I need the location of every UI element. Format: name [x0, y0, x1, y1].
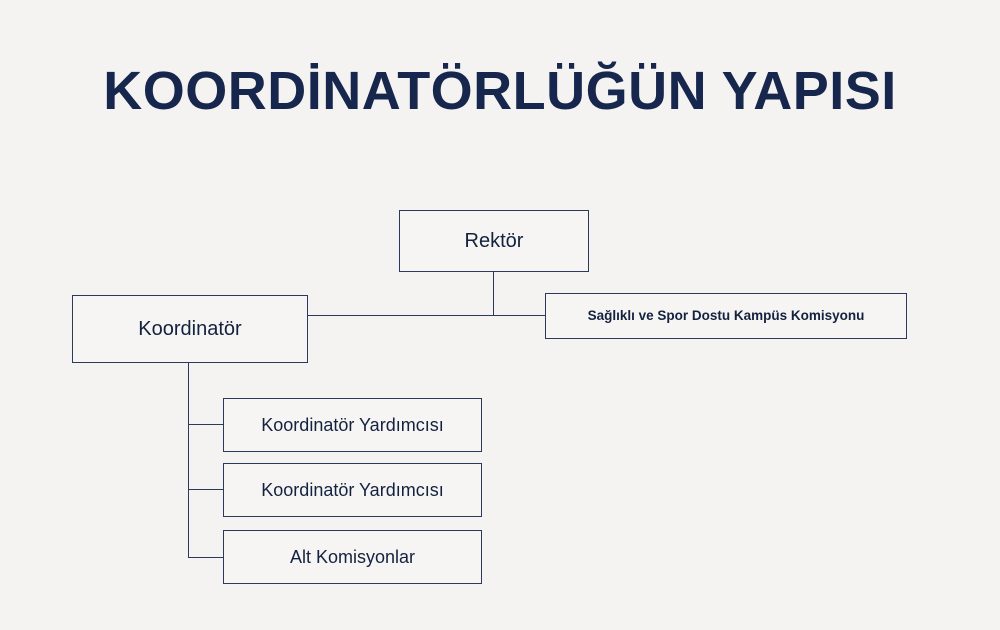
connector-stub-yardimci2 — [188, 489, 224, 490]
connector-koordinator-trunk — [188, 363, 189, 558]
org-node-komisyon — [545, 293, 907, 339]
org-node-koordinator — [72, 295, 308, 363]
connector-stub-yardimci1 — [188, 424, 224, 425]
org-node-yardimci-2-label: Koordinatör Yardımcısı — [261, 479, 444, 500]
org-node-komisyon-label: Sağlıklı ve Spor Dostu Kampüs Komisyonu — [587, 308, 865, 324]
connector-rektor-vertical — [493, 272, 494, 316]
org-node-rektor-label: Rektör — [464, 229, 524, 252]
page-title: KOORDİNATÖRLÜĞÜN YAPISI — [103, 61, 897, 121]
org-node-alt-komisyonlar-label: Alt Komisyonlar — [289, 546, 416, 567]
connector-stub-altkomisyonlar — [188, 557, 224, 558]
org-node-yardimci-1 — [223, 398, 482, 452]
org-node-yardimci-1-label: Koordinatör Yardımcısı — [261, 414, 444, 435]
org-node-yardimci-2 — [223, 463, 482, 517]
connector-horizontal-bus — [308, 315, 546, 316]
org-node-rektor — [399, 210, 589, 272]
org-node-alt-komisyonlar — [223, 530, 482, 584]
org-node-koordinator-label: Koordinatör — [138, 317, 242, 340]
